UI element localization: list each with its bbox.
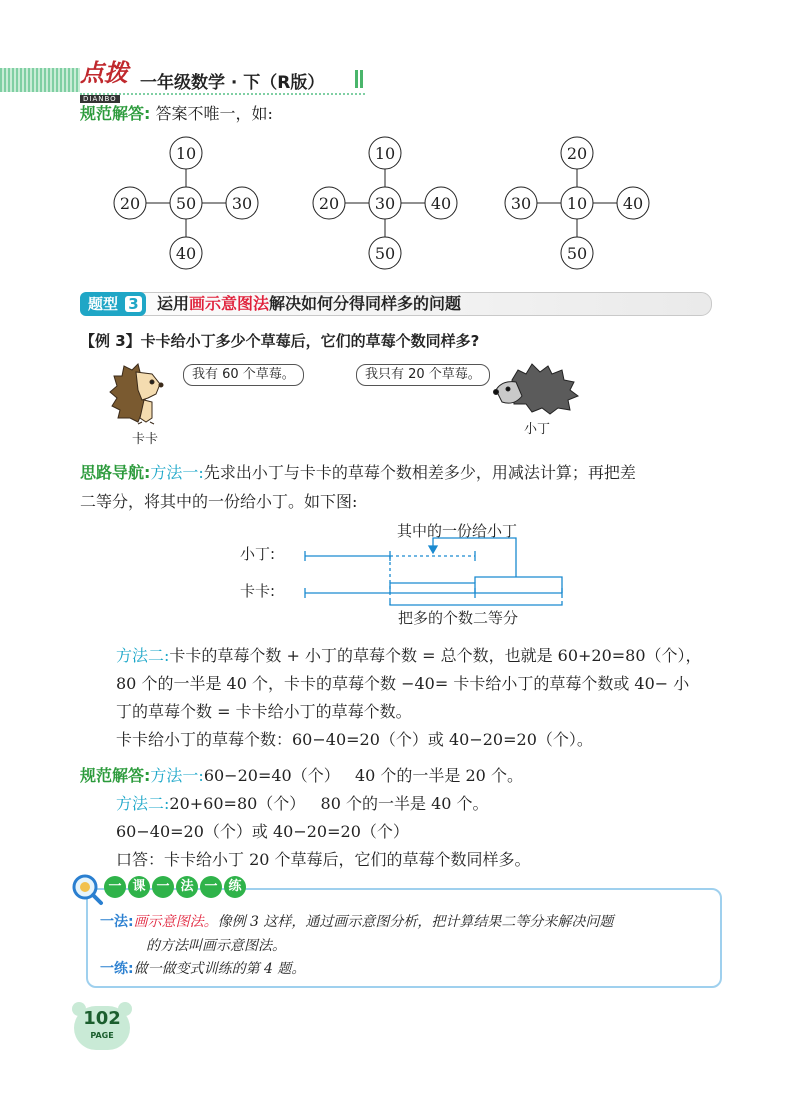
section-title-pre: 运用 (157, 294, 190, 313)
answer2-m1-label: 方法一: (150, 766, 204, 785)
answer2-m2-text: 20+60=80（个） 80 个的一半是 40 个。 (169, 794, 489, 813)
practice-fa-hl: 画示意图法。 (133, 914, 218, 930)
thinking-m1-line2: 二等分，将其中的一份给小丁。如下图: (80, 492, 358, 511)
practice-char: 课 (128, 876, 150, 898)
thinking-m2-line1 (116, 645, 702, 667)
thinking-m2-label: 方法二: (116, 646, 170, 665)
kaka-bubble-text: 我有 60 个草莓。 (192, 367, 295, 382)
header-rule (80, 93, 365, 95)
answer1-label: 规范解答: (80, 104, 151, 123)
practice-char: 法 (176, 876, 198, 898)
magnifier-icon (70, 872, 104, 906)
practice-char: 一 (104, 876, 126, 898)
answer1-text: 答案不唯一，如: (155, 104, 273, 123)
cross-diagrams (0, 130, 800, 280)
xiaoding-bubble-text: 我只有 20 个草莓。 (365, 367, 481, 382)
diagram-row2-label: 卡卡: (240, 582, 276, 600)
cross-diagram (313, 137, 457, 269)
practice-char: 练 (224, 876, 246, 898)
practice-fa-text: 像例 3 这样，通过画示意图分析，把计算结果二等分来解决问题 (217, 914, 614, 930)
xiaoding-name: 小丁 (524, 422, 551, 437)
header-title: 一年级数学 · 下（R版） (140, 73, 325, 93)
cross-number-center: 10 (566, 194, 588, 213)
cross-number-top: 10 (175, 144, 197, 163)
section-title (157, 293, 461, 315)
answer2-m1-text: 60−20=40（个） 40 个的一半是 20 个。 (203, 766, 523, 785)
practice-lian-text: 做一做变式训练的第 4 题。 (133, 961, 306, 977)
practice-lian-label: 一练: (100, 961, 134, 977)
xiaoding-bubble (356, 364, 490, 386)
practice-fa-label: 一法: (100, 914, 134, 930)
practice-fa-line2: 的方法叫画示意图法。 (146, 938, 286, 954)
example-label: 【例 3】 (80, 332, 141, 350)
cross-number-center: 30 (374, 194, 396, 213)
cross-number-right: 40 (430, 194, 452, 213)
example-question-line (80, 331, 479, 351)
cross-number-center: 50 (175, 194, 197, 213)
answer2-line4: 口答：卡卡给小丁 20 个草莓后，它们的草莓个数同样多。 (116, 850, 531, 869)
answer2-m2-label: 方法二: (116, 794, 170, 813)
section-title-hl: 画示意图法 (189, 294, 270, 313)
example-question: 卡卡给小丁多少个草莓后，它们的草莓个数同样多? (140, 332, 480, 350)
logo-sub: DIANBO (80, 95, 120, 103)
thinking-m2-line2: 80 个的一半是 40 个，卡卡的草莓个数 −40= 卡卡给小丁的草莓个数或 40− 小 (116, 674, 690, 693)
practice-fa-line1 (100, 912, 613, 932)
cross-number-right: 30 (231, 194, 253, 213)
hedgehog-kaka-image (108, 360, 170, 426)
cross-number-bottom: 50 (374, 244, 396, 263)
kaka-bubble (183, 364, 304, 386)
cross-number-left: 20 (318, 194, 340, 213)
section-tag-num: 3 (125, 296, 141, 312)
header-bars (355, 70, 364, 88)
practice-title (104, 876, 246, 898)
page-number: 102 (83, 1008, 121, 1029)
diagram-top-label: 其中的一份给小丁 (397, 522, 518, 540)
header-logo (80, 60, 128, 105)
diagram-bottom-label: 把多的个数二等分 (398, 609, 519, 627)
cross-number-bottom: 50 (566, 244, 588, 263)
thinking-line1 (80, 462, 636, 484)
diagram-row1-label: 小丁: (240, 545, 276, 563)
hedgehog-xiaoding-image (492, 360, 580, 416)
kaka-name: 卡卡 (132, 432, 159, 447)
thinking-m2-text1: 卡卡的草莓个数 + 小丁的草莓个数 = 总个数，也就是 60+20=80（个）， (169, 646, 702, 665)
answer1-line (80, 103, 273, 125)
cross-number-left: 20 (119, 194, 141, 213)
practice-char: 一 (200, 876, 222, 898)
cross-diagram (505, 137, 649, 269)
thinking-m1-label: 方法一: (150, 463, 204, 482)
section-tag (80, 292, 146, 316)
section-tag-label: 题型 (88, 295, 119, 313)
header-stripe (0, 68, 80, 92)
thinking-m2-line4: 卡卡给小丁的草莓个数：60−40=20（个）或 40−20=20（个）。 (116, 730, 593, 749)
page-sub: PAGE (90, 1031, 114, 1040)
cross-number-top: 20 (566, 144, 588, 163)
answer2-line3: 60−40=20（个）或 40−20=20（个） (116, 822, 409, 841)
section-title-post: 解决如何分得同样多的问题 (269, 294, 462, 313)
cross-number-right: 40 (622, 194, 644, 213)
answer2-label: 规范解答: (80, 766, 151, 785)
logo-text: 点拨 (80, 59, 128, 87)
cross-number-left: 30 (510, 194, 532, 213)
segment-diagram (290, 535, 580, 615)
practice-char: 一 (152, 876, 174, 898)
practice-lian-line (100, 959, 305, 979)
answer2-line1 (80, 765, 523, 787)
thinking-m2-line3: 丁的草莓个数 = 卡卡给小丁的草莓个数。 (116, 702, 412, 721)
cross-diagram (114, 137, 258, 269)
thinking-label: 思路导航: (80, 463, 151, 482)
thinking-m1-line1: 先求出小丁与卡卡的草莓个数相差多少，用减法计算；再把差 (203, 463, 636, 482)
cross-number-top: 10 (374, 144, 396, 163)
cross-number-bottom: 40 (175, 244, 197, 263)
answer2-line2 (116, 793, 489, 815)
